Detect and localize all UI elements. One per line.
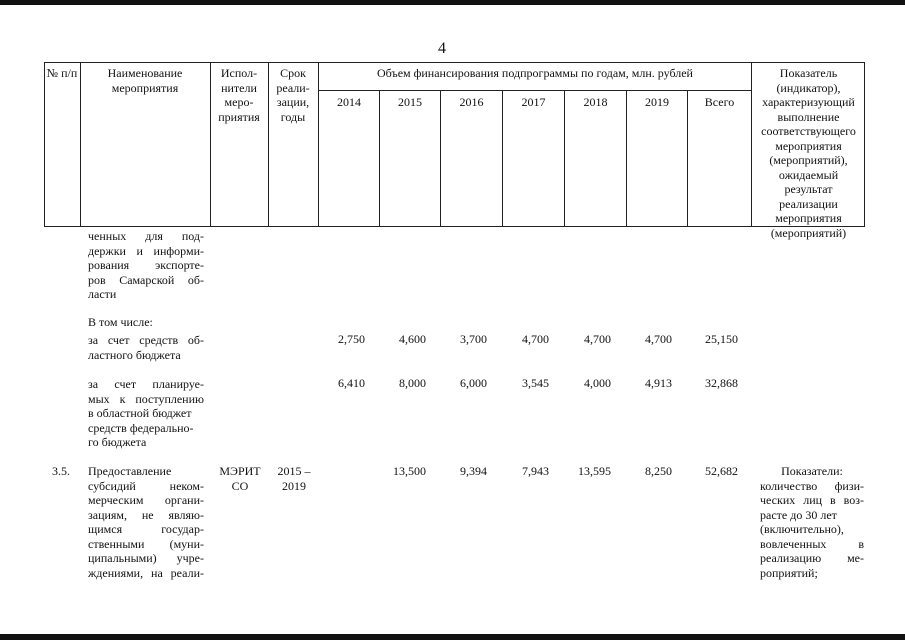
header-year-2019: 2019 (645, 95, 669, 109)
header-year-2015: 2015 (398, 95, 422, 109)
bottom-border (0, 634, 905, 640)
top-border (0, 0, 905, 5)
header-col-name: Наименование мероприятия (107, 66, 183, 95)
value-cell: 8,000 (399, 376, 426, 390)
header-year-2017: 2017 (521, 95, 546, 109)
value-cell: 4,600 (399, 332, 426, 346)
value-cell: 2,750 (338, 332, 365, 346)
value-cell: 32,868 (705, 376, 738, 390)
value-cell: 4,700 (584, 332, 611, 346)
header-year-total: Всего (704, 95, 735, 109)
in-total-label: В том числе: (88, 315, 153, 329)
value-cell: 4,700 (645, 332, 672, 346)
header-year-2014: 2014 (337, 95, 361, 109)
value-cell: 3,545 (522, 376, 549, 390)
value-cell: 13,500 (393, 464, 426, 478)
item-term: 2015 – 2019 (277, 464, 311, 493)
value-cell: 6,410 (338, 376, 365, 390)
value-cell: 25,150 (705, 332, 738, 346)
value-cell: 4,913 (645, 376, 672, 390)
page-number: 4 (438, 40, 446, 57)
item-number: 3.5. (52, 464, 70, 478)
value-cell: 4,700 (522, 332, 549, 346)
value-cell: 13,595 (578, 464, 611, 478)
value-cell: 7,943 (522, 464, 549, 478)
header-col-executor: Испол-нители меро-приятия (218, 66, 260, 124)
value-cell: 3,700 (460, 332, 487, 346)
value-cell: 8,250 (645, 464, 672, 478)
header-year-2016: 2016 (459, 95, 484, 109)
header-col-financing: Объем финансирования подпрограммы по годам, млн. рублей (377, 66, 693, 80)
value-cell: 6,000 (460, 376, 487, 390)
header-col-term: Срок реали-зации, годы (276, 66, 310, 124)
header-col-indicator: Показатель (индикатор), характеризующий выполнение соответствующего мероприятия (мероприятий), ожидаемый результат реализации мероприятия (мероприятий) (761, 66, 856, 240)
value-cell: 9,394 (460, 464, 487, 478)
header-year-2018: 2018 (583, 95, 608, 109)
header-col-number: № п/п (46, 66, 78, 80)
value-cell: 4,000 (584, 376, 611, 390)
item-executor: МЭРИТ СО (219, 464, 261, 493)
value-cell: 52,682 (705, 464, 738, 478)
